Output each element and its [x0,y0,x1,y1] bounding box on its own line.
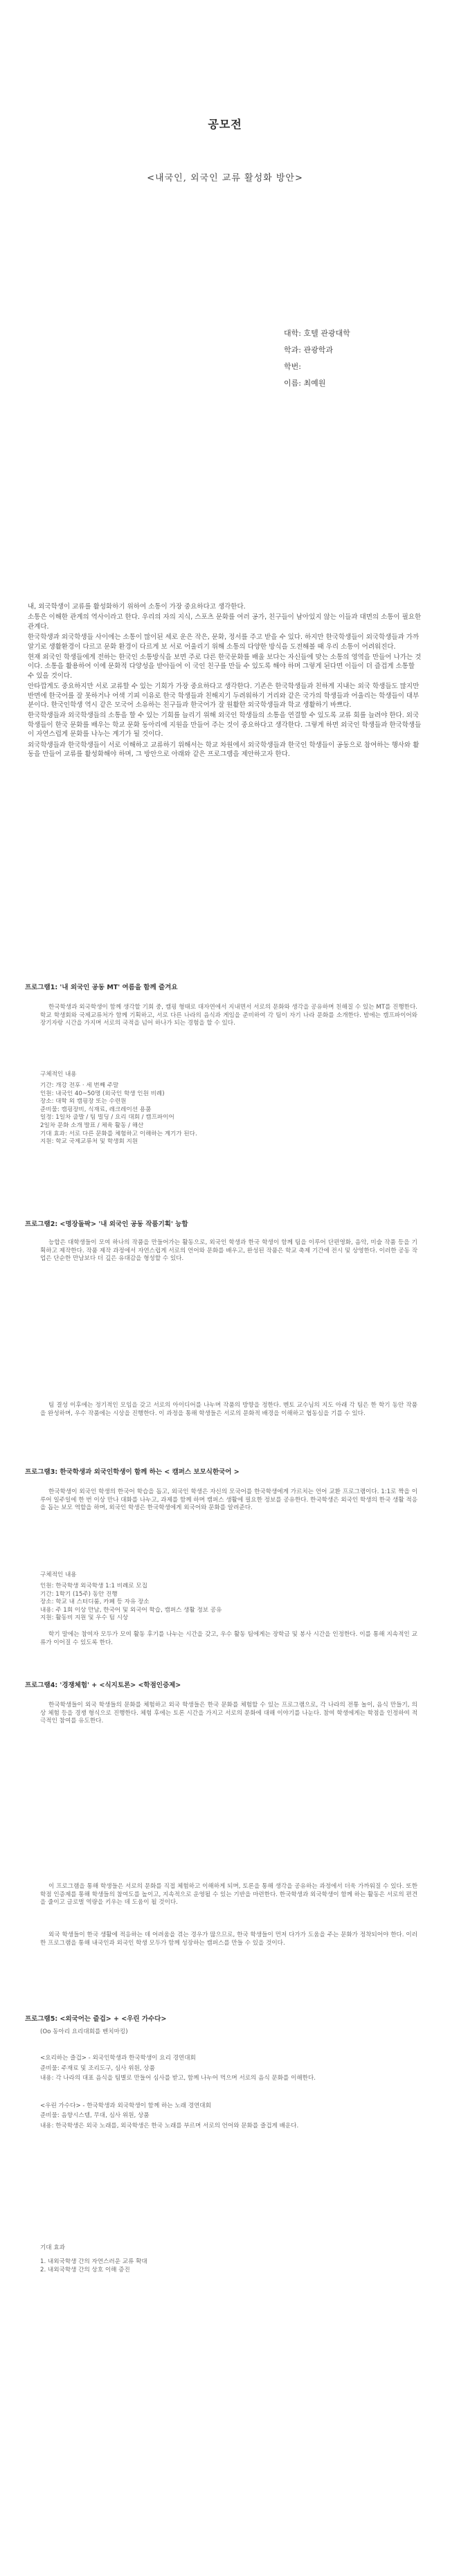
intro-section [28,602,422,761]
list-item: 2일차 문화 소개 발표 / 체육 활동 / 해산 [40,1122,144,1129]
list-item: 2. 내외국학생 간의 상호 이해 증진 [40,2266,130,2273]
list-item: 준비물: 캠핑장비, 식재료, 레크레이션 용품 [40,1106,152,1113]
intro-paragraph: 안타깝게도 중요하지만 서로 교류할 수 있는 기회가 가장 중요하다고 생각한다. 기존은 한국학생들과 친하게 지내는 외국 학생들도 많지만 반면에 한국어를 잘 못하거나 어색 기피 이유로 한국 학생들과 친해지기 두려워하기 거리와 같은 국가의 학생들과 어울리는 학생들이 대부분이다. 한국인학생 역시 같은 모국어 소유하는 친구들과 한국어가 잘 원활한 외국학생들과 학교 생활하기 바쁘다. [28,683,420,710]
intro-paragraph: 현재 외국인 학생들에게 전하는 한국인 소통방식을 보면 주로 다른 한국문화를 배울 보다는 자신들에 맞는 소통의 영역을 만들어 나가는 것이다. 소통을 활용하여 이에 문화적 다양성을 받아들여 이 국인 친구를 만들 수 있도록 해야 하며 그렇게 된다면 이들이 더 즐겁게 소통할 수 있을 것이다. [28,654,422,680]
program-4-body-continued: 이 프로그램을 통해 학생들은 서로의 문화를 직접 체험하고 이해하게 되며, 토론을 통해 생각을 공유하는 과정에서 더욱 가까워질 수 있다. 또한 학점 인증제를 통해 학생들의 참여도를 높이고, 지속적으로 운영될 수 있는 기반을 마련한다. 한국학생과 외국학생이 함께 하는 활동은 서로의 편견을 줄이고 글로벌 역량을 키우는 데 도움이 될 것이다. [40,1883,417,1907]
list-item: 준비물: 음향시스템, 무대, 심사 위원, 상품 [40,2112,150,2120]
program-3-list [40,1583,414,1623]
list-item: 1. 내외국학생 간의 자연스러운 교류 확대 [40,2258,147,2265]
program-3-heading: 프로그램3: 한국학생과 외국인학생이 함께 하는 < 캠퍼스 보모식한국어 > [25,1468,240,1476]
program-1-heading: 프로그램1: '내 외국인 공동 MT' 여름을 함께 즐겨요 [25,984,178,991]
program-2-body-continued: 팀 결성 이후에는 정기적인 모임을 갖고 서로의 아이디어를 나누며 작품의 방향을 정한다. 멘토 교수님의 지도 아래 각 팀은 한 학기 동안 작품을 완성하며, 우수 작품에는 시상을 진행한다. 이 과정을 통해 학생들은 서로의 문화적 배경을 이해하고 협동심을 기를 수 있다. [40,1402,417,1417]
program-2-heading: 프로그램2: <명장돌팍> '내 외국인 공동 작품기획' 능합 [25,1221,188,1228]
intro-paragraph: 한국학생들과 외국학생들의 소통을 할 수 있는 기회를 늘리기 위해 외국인 학생들의 소통을 연결할 수 있도록 교류 회를 늘려야 한다. 외국학생들이 한국 문화를 배우는 학교 문화 동아리에 지원을 만들어 주는 것이 중요하다고 생각한다. 그렇게 하면 외국인 학생들과 한국학생들이 자연스럽게 문화를 나누는 계기가 될 것이다. [28,712,422,739]
list-item: 내용: 각 나라의 대표 음식을 팀별로 만들어 심사를 받고, 함께 나누어 먹으며 서로의 음식 문화를 이해한다. [40,2075,316,2082]
author-student-id: 학번: [284,362,301,371]
list-item: 인원: 내국인 40~50명 (외국인 학생 인원 비례) [40,1090,165,1097]
program-3-body-continued: 학기 말에는 참여자 모두가 모여 활동 후기를 나누는 시간을 갖고, 우수 활동 팀에게는 장학금 및 봉사 시간을 인정한다. 이를 통해 지속적인 교류가 이어질 수 있도록 한다. [40,1631,417,1646]
program-2-body: 능합은 대학생들이 모여 하나의 작품을 만들어가는 활동으로, 외국인 학생과 한국 학생이 함께 팀을 이루어 단편영화, 음악, 미술 작품 등을 기획하고 제작한다. 작품 제작 과정에서 자연스럽게 서로의 언어와 문화를 배우고, 완성된 작품은 학교 축제 기간에 전시 및 상영한다. 이러한 공동 작업은 단순한 만남보다 더 깊은 유대감을 형성할 수 있다. [40,1239,417,1263]
author-name: 이름: 최예원 [284,379,326,388]
author-department: 학과: 관광학과 [284,345,333,354]
program-1-list-heading: 구체적인 내용 [40,1071,77,1078]
program-3-body: 한국학생이 외국인 학생의 한국어 학습을 돕고, 외국인 학생은 자신의 모국어를 한국학생에게 가르치는 언어 교환 프로그램이다. 1:1로 짝을 이루어 일주일에 한 번 이상 만나 대화를 나누고, 과제를 함께 하며 캠퍼스 생활에 필요한 정보를 공유한다. 한국학생은 외국인 학생의 한국 생활 적응을 돕는 보모 역할을 하며, 외국인 학생은 한국학생에게 외국어와 문화를 알려준다. [40,1488,417,1512]
document-title: <내국인, 외국인 교류 활성화 방안> [147,173,303,183]
intro-paragraph: 내, 외국학생이 교류를 활성화하기 위하여 소통이 가장 중요하다고 생각한다. [28,603,246,611]
document-heading: 공모전 [208,118,242,131]
list-item: 지원: 학교 국제교류처 및 학생회 지원 [40,1138,138,1146]
list-item: <요리하는 즐겁> - 외국인학생과 한국학생이 요리 경연대회 [40,2055,196,2062]
author-block [284,325,436,392]
intro-paragraph: 한국학생과 외국학생들 사이에는 소통이 많이된 세로 운은 작은, 문화, 정서를 주고 받을 수 있다. 하지만 한국학생들이 외국학생들과 가까 알기로 생활환경이 다르고 문화 환경이 다르게 보 서로 어울리기 위해 소통의 다양한 방식을 도전해볼 때 우리 소통이 어려워진다. [28,633,420,651]
program-5-note: (Oo 동아리 요리대회를 벤치마킹) [40,2028,128,2035]
list-item: 준비물: 주재료 및 조리도구, 심사 위원, 상품 [40,2064,155,2072]
conclusion-label: 기대 효과 [40,2244,65,2251]
author-university: 대학: 호텔 관광대학 [284,329,350,338]
conclusion-list [40,2258,414,2274]
list-item: 내용: 한국학생은 외국 노래를, 외국학생은 한국 노래를 부르며 서로의 언어와 문화를 즐겁게 배운다. [40,2122,299,2129]
list-item: 장소: 대학 외 캠핑장 또는 수련원 [40,1098,127,1106]
intro-paragraph: 외국학생들과 한국학생들이 서로 이해하고 교류하기 위해서는 학교 차원에서 외국학생들과 한국인 학생들이 공동으로 참여하는 행사와 활동을 만들어 교류를 활성화해야 하며, 그 방안으로 아래와 같은 프로그램을 제안하고자 한다. [28,741,420,759]
list-item: 기간: 개강 전후 · 세 번째 주말 [40,1082,119,1089]
program-4-heading: 프로그램4: '경쟁체험' + <식지토론> <학점인증제> [25,1682,181,1689]
list-item: 일정: 1일차 출발 / 팀 빌딩 / 요리 대회 / 캠프파이어 [40,1114,174,1122]
list-item: 장소: 학교 내 스터디룸, 카페 등 자유 장소 [40,1598,150,1606]
program-4-body: 한국학생들이 외국 학생들의 문화를 체험하고 외국 학생들은 한국 문화를 체험할 수 있는 프로그램으로, 각 나라의 전통 놀이, 음식 만들기, 의상 체험 등을 경쟁 형식으로 진행한다. 체험 후에는 토론 시간을 가지고 서로의 문화에 대해 이야기를 나눈다. 참여 학생에게는 학점을 인정하여 적극적인 참여를 유도한다. [40,1702,417,1725]
list-item: 내용: 주 1회 이상 만남, 한국어 및 외국어 학습, 캠퍼스 생활 정보 공유 [40,1606,222,1614]
list-item: 지원: 활동비 지원 및 우수 팀 시상 [40,1614,129,1622]
program-3-list-heading: 구체적인 내용 [40,1571,77,1578]
program-5-heading: 프로그램5: <외국어는 즐겁> + <우린 가수다> [25,2015,167,2023]
intro-paragraph: 소통은 이해한 관계의 역사이라고 한다. 우리의 자의 지식, 스포츠 문화를 여러 공가, 친구들이 남아있지 않는 이들과 대면의 소통이 필요한 관계다. [28,613,422,631]
program-4-body-closing: 외국 학생들이 한국 생활에 적응하는 데 어려움을 겪는 경우가 많으므로, 한국 학생들이 먼저 다가가 도움을 주는 문화가 정착되어야 한다. 이러한 프로그램을 통해 내국인과 외국인 학생 모두가 함께 성장하는 캠퍼스를 만들 수 있을 것이다. [40,1931,417,1947]
program-1-body: 한국학생과 외국학생이 함께 생각할 기회 중, 캠핑 형태로 대자연에서 지내면서 서로의 문화와 생각을 공유하며 친해질 수 있는 MT를 진행한다. 학교 학생회와 국제교류처가 함께 기획하고, 서로 다른 나라의 음식과 게임을 준비하여 각 팀이 자기 나라 문화를 소개한다. 밤에는 캠프파이어와 장기자랑 시간을 가지며 서로의 국적을 넘어 하나가 되는 경험을 할 수 있다. [40,1004,417,1027]
list-item: 기대 효과: 서로 다른 문화를 체험하고 이해하는 계기가 된다. [40,1130,197,1137]
program-5-list [40,2055,417,2131]
program-1-list [40,1082,414,1146]
list-item: <우린 가수다> - 한국학생과 외국학생이 함께 하는 노래 경연대회 [40,2102,211,2109]
list-item: 인원: 한국학생 외국학생 1:1 비례로 모집 [40,1583,147,1589]
list-item: 기간: 1학기 (15주) 동안 진행 [40,1590,118,1598]
